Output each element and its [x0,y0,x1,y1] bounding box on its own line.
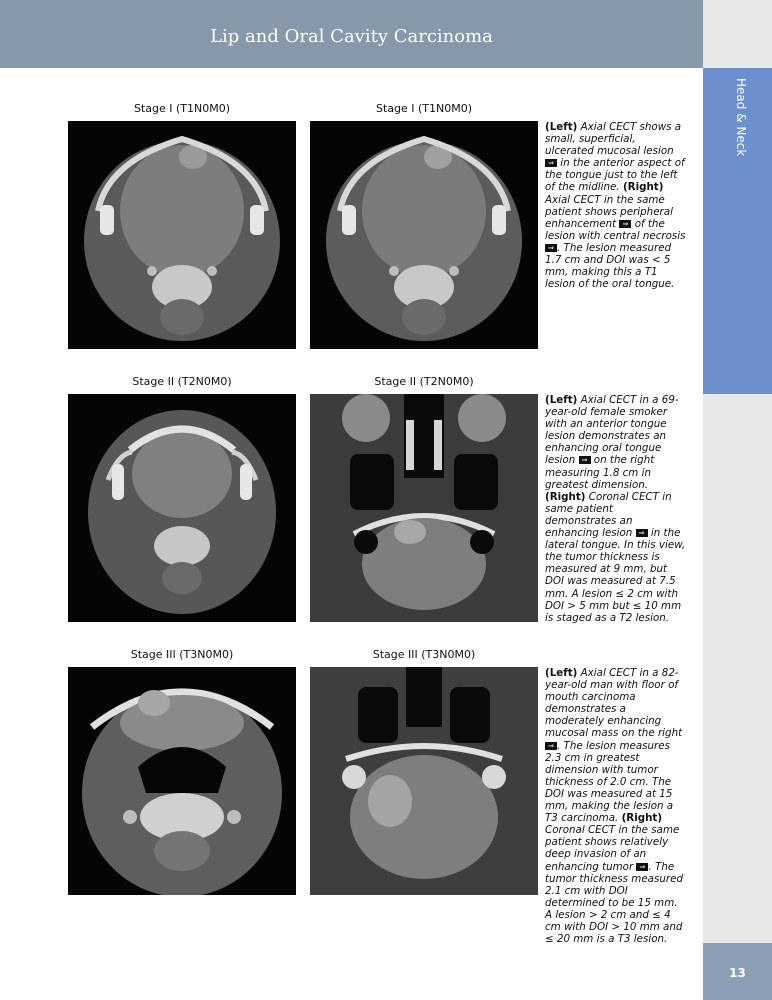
figure-label: Stage II (T2N0M0) [132,375,232,388]
open-arrow-icon: ⇒ [545,159,557,167]
open-arrow-icon: ⇒ [636,529,648,537]
open-arrow-icon: ⇒ [545,742,557,750]
section-tab-label: Head & Neck [734,78,748,157]
figure-caption: (Left) Axial CECT shows a small, superficial, ulcerated mucosal lesion ⇒ in the anterior aspect of the tongue just to the left of the midline. (Right) Axial CECT in the same patient shows peripheral enhancement ⇒ of the lesion with central necrosis ⇒ . The lesion measured 1.7 cm and DOI was < 5 mm, making this a T1 lesion of the oral tongue. [545,121,686,291]
figure-label: Stage I (T1N0M0) [375,102,473,115]
open-arrow-icon: ⇒ [579,456,591,464]
ct-image-axial [310,121,538,349]
side-margin-top [703,0,772,68]
curved-arrow-icon: ⇒ [545,244,557,252]
page-number: 13 [729,966,746,980]
open-arrow-icon: ⇒ [636,863,648,871]
figure-caption: (Left) Axial CECT in a 82-year-old man with floor of mouth carcinoma demonstrates a moderately enhancing mucosal mass on the right ⇒ . The lesion measures 2.3 cm in greatest dimension with tumor thickness of 2.0 cm. The DOI was measured at 15 mm, making the lesion a T3 carcinoma. (Right) Coronal CECT in the same patient shows relatively deep invasion of an enhancing tumor ⇒ . The tumor thickness measured 2.1 cm with DOI determined to be 15 mm. A lesion > 2 cm and ≤ 4 cm with DOI > 10 mm and ≤ 20 mm is a T3 lesion. [545,667,683,946]
figure-label: Stage II (T2N0M0) [374,375,474,388]
figure-caption: (Left) Axial CECT in a 69-year-old female smoker with an anterior tongue lesion demonstrates an enhancing oral tongue lesion ⇒ on the right measuring 1.8 cm in greatest dimension. (Right) Coronal CECT in same patient demonstrates an enhancing lesion ⇒ in the lateral tongue. In this view, the tumor thickness is measured at 9 mm, but DOI was measured at 7.5 mm. A lesion ≤ 2 cm with DOI > 5 mm but ≤ 10 mm is staged as a T2 lesion. [545,394,686,624]
ct-image-axial [68,394,296,622]
ct-image-coronal [310,394,538,622]
side-margin [703,394,772,943]
figure-label: Stage III (T3N0M0) [372,648,476,661]
ct-image-axial [68,121,296,349]
open-arrow-icon: ⇒ [619,220,631,228]
ct-image-coronal [310,667,538,895]
figure-label: Stage III (T3N0M0) [130,648,234,661]
figure-label: Stage I (T1N0M0) [133,102,231,115]
page-title: Lip and Oral Cavity Carcinoma [210,26,493,47]
ct-image-axial [68,667,296,895]
